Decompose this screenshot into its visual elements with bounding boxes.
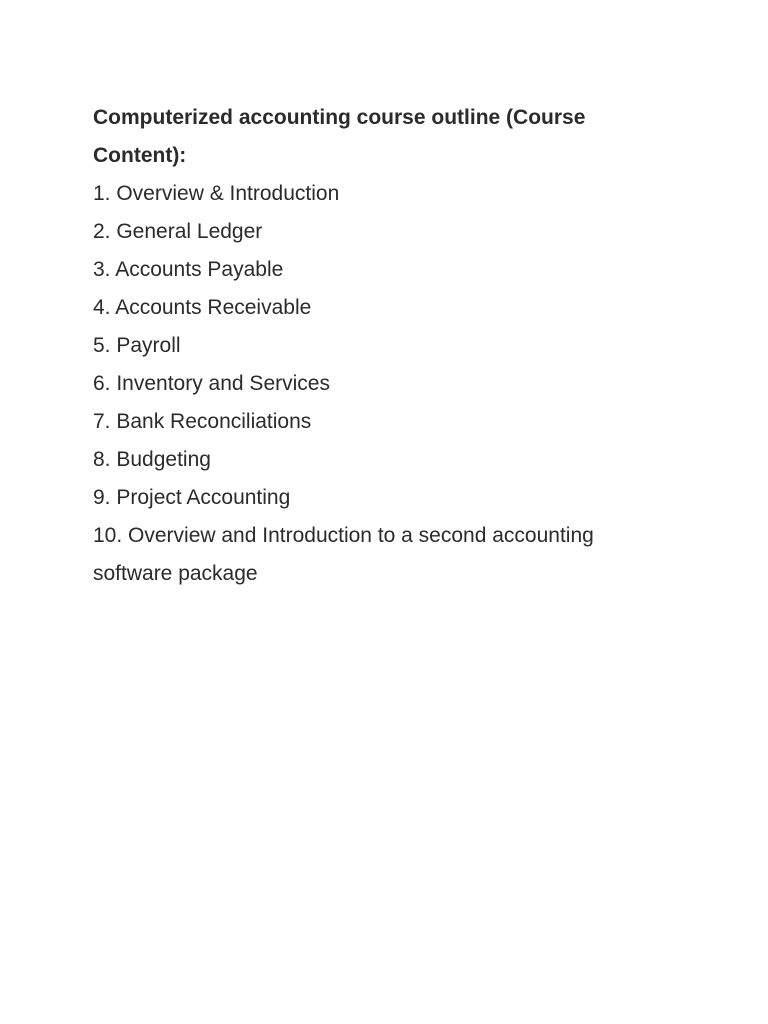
outline-item-3: 3. Accounts Payable (93, 258, 284, 281)
outline-item-9: 9. Project Accounting (93, 486, 291, 509)
outline-item-4: 4. Accounts Receivable (93, 296, 312, 319)
course-outline-list (93, 175, 673, 593)
outline-item-6: 6. Inventory and Services (93, 372, 330, 395)
outline-item-7: 7. Bank Reconciliations (93, 410, 312, 433)
outline-item-1: 1. Overview & Introduction (93, 182, 340, 205)
outline-item-5: 5. Payroll (93, 334, 181, 357)
outline-item-10: 10. Overview and Introduction to a second accounting software package (93, 524, 594, 585)
document-heading: Computerized accounting course outline (Course Content): (93, 106, 586, 167)
outline-item-2: 2. General Ledger (93, 220, 263, 243)
document-content (93, 99, 673, 593)
outline-item-8: 8. Budgeting (93, 448, 211, 471)
